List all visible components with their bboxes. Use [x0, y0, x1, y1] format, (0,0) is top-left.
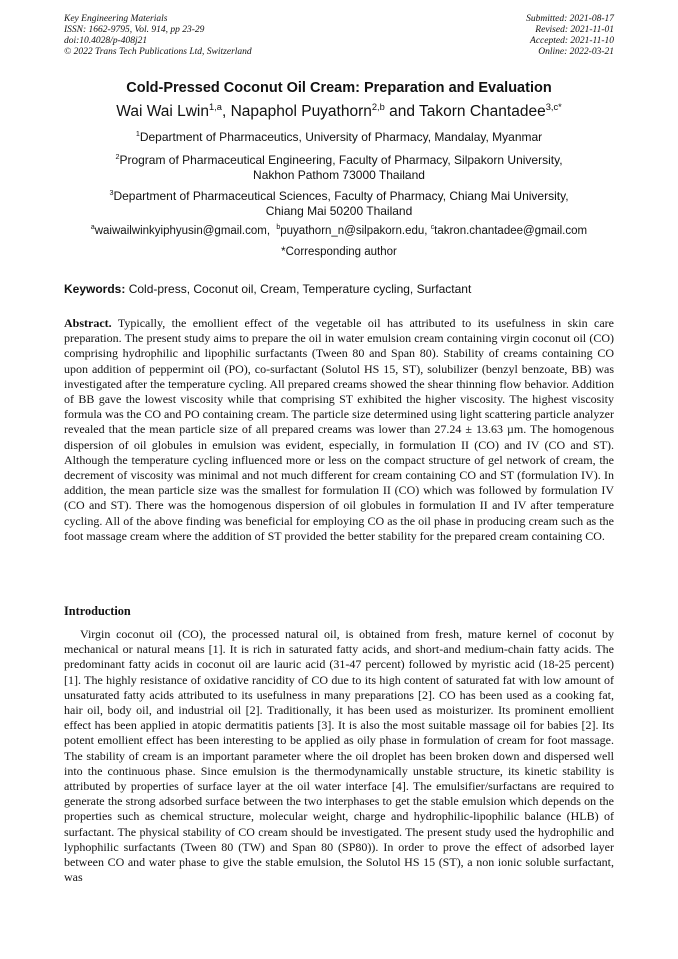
email-link[interactable]: takron.chantadee@gmail.com [434, 225, 588, 237]
email-link[interactable]: puyathorn_n@silpakorn.edu, [280, 225, 428, 237]
abstract [64, 316, 614, 544]
affiliation-3: $^3$Department of Pharmaceutical Sciences, Faculty of Pharmacy, Chiang Mai University, Chiang Mai 50200 Thailand [109, 188, 569, 218]
date-submitted: Submitted: 2021-08-17 [526, 14, 614, 24]
date-revised: Revised: 2021-11-01 [535, 25, 614, 35]
keywords-label: Keywords: [64, 282, 126, 296]
paper-title: Cold-Pressed Coconut Oil Cream: Preparation and Evaluation [126, 80, 552, 96]
journal-issn: ISSN: 1662-9795, Vol. 914, pp 23-29 [64, 25, 205, 35]
corresponding-author-note: *Corresponding author [281, 246, 397, 258]
email-link[interactable]: waiwailwinkyiphyusin@gmail.com, [94, 225, 271, 237]
author-superscript: 2,b [371, 101, 385, 112]
author-name: Takorn Chantadee [419, 103, 546, 120]
date-accepted: Accepted: 2021-11-10 [530, 36, 614, 46]
keywords-text: Cold-press, Coconut oil, Cream, Temperature cycling, Surfactant [125, 282, 472, 296]
journal-info [64, 14, 252, 58]
author-and: and [384, 103, 420, 120]
author-list [0, 103, 678, 121]
keywords [64, 282, 614, 296]
submission-dates [526, 14, 614, 58]
abstract-text: Typically, the emollient effect of the vegetable oil has attributed to its usefulness in skin care preparation. The present study aims to prepare the oil in water emulsion cream containing virgin coconut oil (CO) comprising hydrophilic and lipophilic surfactants (Tween 80 and Span 80). Stability of creams containing CO upon addition of peppermint oil (PO), co-surfactant (Solutol HS 15, ST), solubilizer (benzyl benzoate, BB) was investigated after the temperature cycling. All prepared creams showed the shear thinning flow behavior. Addition of BB gave the lowest viscosity while that comprising ST exhibited the higher viscosity. The highest viscosity formula was the CO and PO containing cream. The particle size determined using light scattering particle analyzer revealed that the mean particle size of all prepared creams was lower than 27.24 ± 13.63 µm. The homogenous dispersion of oil globules in emulsion was evident, especially, in formulation II (CO) and IV (CO and ST). Although the temperature cycling influenced more or less on the compact structure of gel network of cream, the decrement of viscosity was minimal and not much different for cream containing CO and ST (formulation IV). In addition, the mean particle size was the smallest for formulation II (CO) which was followed by formulation IV (CO and ST). There was the homogenous dispersion of oil globules in formulation II and IV after temperature cycling. All of the above finding was beneficial for employing CO as the oil phase in producing cream such as the foot massage cream where the addition of ST provided the better stability for the prepared cream containing CO. [64, 316, 614, 543]
author-name: Wai Wai Lwin [116, 103, 209, 120]
journal-copyright: © 2022 Trans Tech Publications Ltd, Switzerland [64, 47, 252, 57]
author-separator: , [221, 103, 231, 120]
date-online: Online: 2022-03-21 [538, 47, 614, 57]
introduction-paragraph: Virgin coconut oil (CO), the processed natural oil, is obtained from fresh, mature kernel of coconut by mechanical or natural means [1]. It is rich in saturated fatty acids, and short-and medium-chain fatty acids. The predominant fatty acids in coconut oil are lauric acid (31-47 percent) followed by myristic acid (18-25 percent) [1]. The highly resistance of oxidative rancidity of CO due to its high content of saturated fat with low amount of unsaturated fatty acids attributed to its usefulness in many preparations [2]. CO has been used as a cooking fat, hair oil, body oil, and industrial oil [2]. Traditionally, it has been used as moisturizer. Its prominent emollient effect has been applied in atopic dermatitis patients [3]. It is also the most suitable massage oil for babies [2]. Its potent emollient effect has been interesting to be applied as oily phase in formulation of cream for foot massage. The stability of cream is an important parameter where the oil droplet has been broken down and dispersed well into the continuous phase. Since emulsion is the thermodynamically unstable structure, its kinetic stability is attributed by properties of surface layer at the oil water interface [4]. The emulsifier/surfactans are required to generate the strong adsorbed surface between the two interphases to get the stable emulsion which depends on the properties such as chemical structure, molecular weight, charge and hydrophilic-lipophilic balance (HLB) of surfactant. The physical stability of CO cream should be investigated. The present study used the hydrophilic and lyphophilic surfactants (Tween 80 (TW) and Span 80 (SP80)). In order to prove the effect of adsorbed layer between CO and water phase to give the stable emulsion, the Solutol HS 15 (ST), a non ionic soluble surfactant, was [64, 627, 614, 885]
section-heading-introduction: Introduction [64, 604, 131, 618]
author-superscript: 3,c* [545, 101, 562, 112]
journal-name: Key Engineering Materials [64, 14, 168, 24]
abstract-label: Abstract. [64, 316, 112, 330]
author-superscript: 1,a [209, 101, 222, 112]
journal-doi: doi:10.4028/p-408j21 [64, 36, 148, 46]
author-name: Napaphol Puyathorn [230, 103, 372, 120]
affiliation-1: $^1$Department of Pharmaceutics, University of Pharmacy, Mandalay, Myanmar [135, 129, 543, 144]
author-emails: $^a$waiwailwinkyiphyusin@gmail.com, $^b$puyathorn_n@silpakorn.edu, $^c$takron.chantadee@gmail.com [90, 224, 588, 237]
affiliation-2: $^2$Program of Pharmaceutical Engineering, Faculty of Pharmacy, Silpakorn University, Nakhon Pathom 73000 Thailand [115, 152, 563, 182]
